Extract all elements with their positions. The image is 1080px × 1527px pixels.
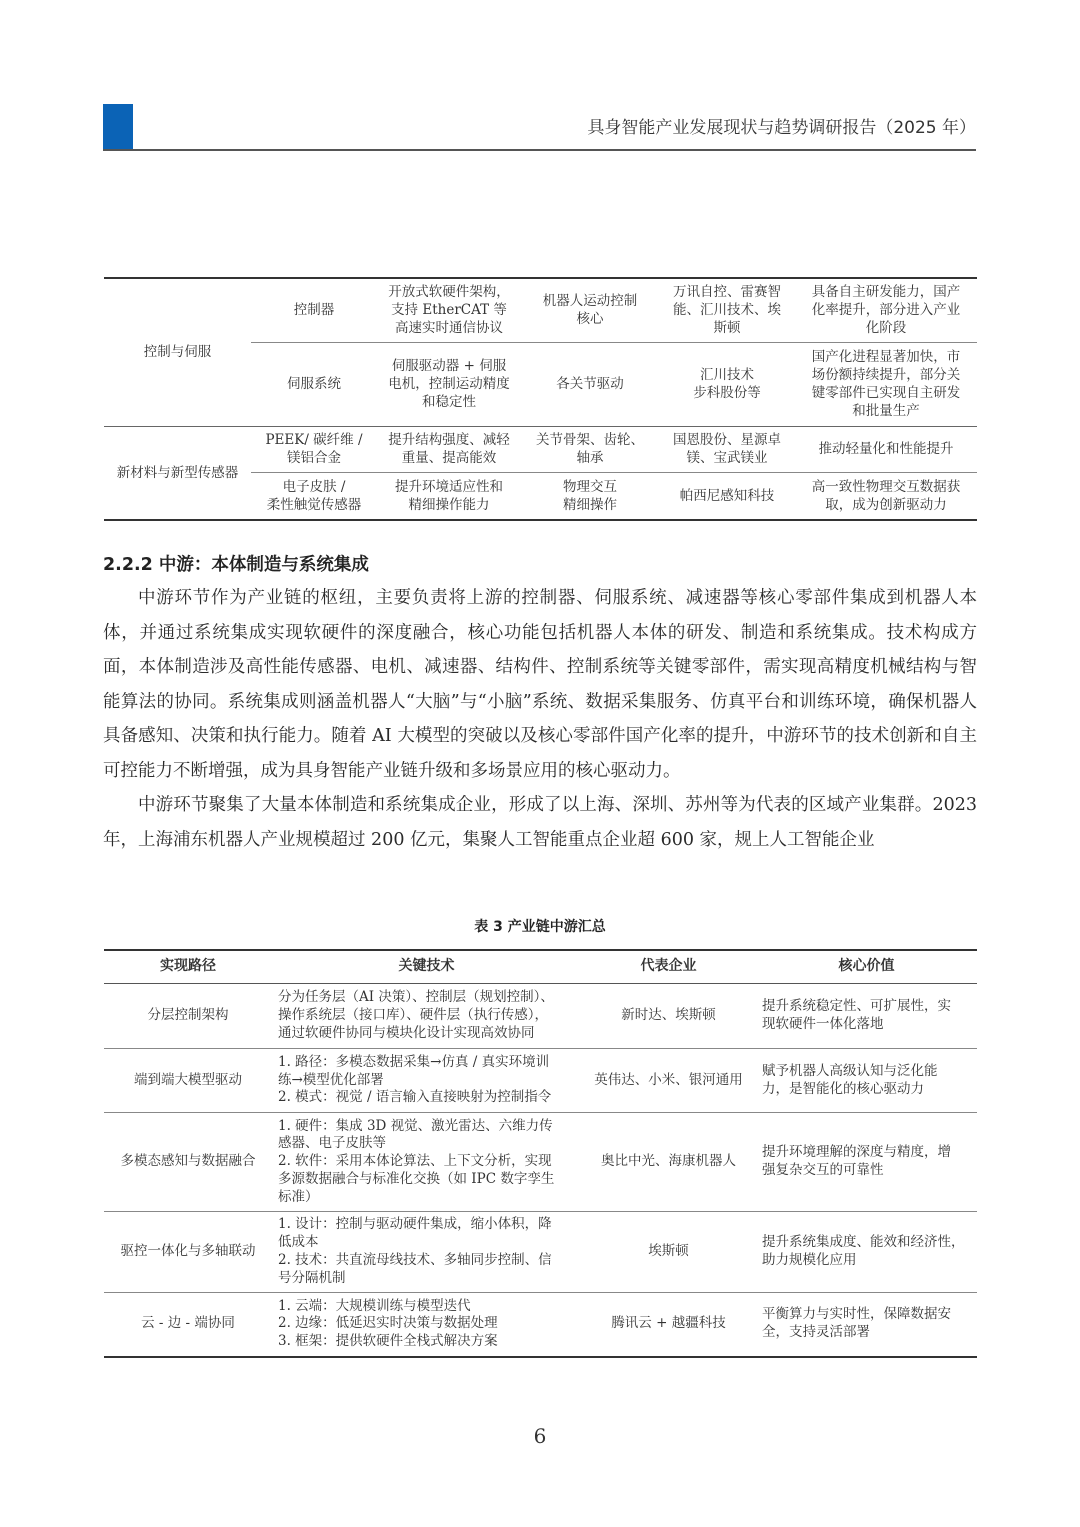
table-caption: 表 3 产业链中游汇总 xyxy=(474,919,606,935)
tech-cell: 1. 硬件：集成 3D 视觉、激光雷达、六维力传 感器、电子皮肤等 2. 软件：采用本体论算法、上下文分析，实现 多源数据融合与标准化交换（如 IPC 数字孪生 标准） xyxy=(272,1113,581,1212)
use-cell: 机器人运动控制 核心 xyxy=(542,293,638,328)
path-cell: 云 - 边 - 端协同 xyxy=(104,1293,272,1357)
column-header: 代表企业 xyxy=(581,950,756,984)
companies-cell: 国恩股份、星源卓 镁、宝武镁业 xyxy=(659,426,795,472)
tech-cell: 1. 云端：大规模训练与模型迭代 2. 边缘：低延迟实时决策与数据处理 3. 框架：提供软硬件全栈式解决方案 xyxy=(272,1293,581,1357)
table-row xyxy=(104,278,977,342)
upstream-table-continued xyxy=(104,277,977,521)
column-header: 实现路径 xyxy=(104,950,272,984)
path-cell: 端到端大模型驱动 xyxy=(104,1049,272,1113)
body-text xyxy=(103,581,977,857)
value-cell: 赋予机器人高级认知与泛化能 力，是智能化的核心驱动力 xyxy=(756,1049,977,1113)
value-cell: 提升系统集成度、能效和经济性， 助力规模化应用 xyxy=(756,1212,977,1293)
tech-cell: 伺服驱动器 + 伺服 电机，控制运动精度 和稳定性 xyxy=(377,342,521,426)
tech-cell: 提升结构强度、减轻 重量、提高能效 xyxy=(377,426,521,472)
companies-cell: 帕西尼感知科技 xyxy=(659,472,795,520)
tech-cell: 提升环境适应性和 精细操作能力 xyxy=(377,472,521,520)
category-cell: 控制与伺服 xyxy=(143,344,212,361)
companies-cell: 腾讯云 + 越疆科技 xyxy=(581,1293,756,1357)
use-cell: 各关节驱动 xyxy=(521,342,659,426)
component-cell: PEEK/ 碳纤维 / 镁铝合金 xyxy=(251,426,377,472)
table-row xyxy=(104,1049,977,1113)
component-cell: 伺服系统 xyxy=(251,342,377,426)
path-cell: 驱控一体化与多轴联动 xyxy=(104,1212,272,1293)
tech-cell: 1. 设计：控制与驱动硬件集成，缩小体积，降 低成本 2. 技术：共直流母线技术、多轴同步控制、信 号分隔机制 xyxy=(272,1212,581,1293)
companies-cell: 汇川技术 步科股份等 xyxy=(659,342,795,426)
page-number: 6 xyxy=(533,1424,547,1448)
path-cell: 多模态感知与数据融合 xyxy=(104,1113,272,1212)
table-row xyxy=(104,426,977,472)
companies-cell: 奥比中光、海康机器人 xyxy=(581,1113,756,1212)
column-header: 核心价值 xyxy=(756,950,977,984)
paragraph: 中游环节作为产业链的枢纽，主要负责将上游的控制器、伺服系统、减速器等核心零部件集成到机器人本体，并通过系统集成实现软硬件的深度融合，核心功能包括机器人本体的研发、制造和系统集成。技术构成方面，本体制造涉及高性能传感器、电机、减速器、结构件、控制系统等关键零部件，需实现高精度机械结构与智能算法的协同。系统集成则涵盖机器人“大脑”与“小脑”系统、数据采集服务、仿真平台和训练环境，确保机器人具备感知、决策和执行能力。随着 AI 大模型的突破以及核心零部件国产化率的提升，中游环节的技术创新和自主可控能力不断增强，成为具身智能产业链升级和多场景应用的核心驱动力。 xyxy=(103,588,977,781)
header-accent-bar xyxy=(103,104,133,150)
category-cell: 新材料与新型传感器 xyxy=(104,426,251,520)
companies-cell: 万讯自控、雷赛智 能、汇川技术、埃 斯顿 xyxy=(673,284,781,337)
status-cell: 具备自主研发能力，国产 化率提升，部分进入产业 化阶段 xyxy=(811,284,961,337)
status-cell: 推动轻量化和性能提升 xyxy=(795,426,977,472)
status-cell: 高一致性物理交互数据获 取，成为创新驱动力 xyxy=(795,472,977,520)
use-cell: 关节骨架、齿轮、 轴承 xyxy=(521,426,659,472)
tech-cell: 开放式软硬件架构， 支持 EtherCAT 等 高速实时通信协议 xyxy=(388,284,510,337)
header-rule xyxy=(103,149,976,151)
table-header-row xyxy=(104,950,977,984)
value-cell: 平衡算力与实时性，保障数据安 全，支持灵活部署 xyxy=(756,1293,977,1357)
status-cell: 国产化进程显著加快，市 场份额持续提升，部分关 键零部件已实现自主研发 和批量生产 xyxy=(795,342,977,426)
table-row xyxy=(104,984,977,1049)
header-title: 具身智能产业发展现状与趋势调研报告（2025 年） xyxy=(587,118,976,138)
component-cell: 控制器 xyxy=(293,302,335,319)
paragraph: 中游环节聚集了大量本体制造和系统集成企业，形成了以上海、深圳、苏州等为代表的区域产业集群。2023 年，上海浦东机器人产业规模超过 200 亿元，集聚人工智能重点企业超 600 家，规上人工智能企业 xyxy=(103,795,977,850)
section-heading: 2.2.2 中游：本体制造与系统集成 xyxy=(103,555,369,575)
companies-cell: 埃斯顿 xyxy=(581,1212,756,1293)
companies-cell: 英伟达、小米、银河通用 xyxy=(581,1049,756,1113)
use-cell: 物理交互 精细操作 xyxy=(521,472,659,520)
value-cell: 提升系统稳定性、可扩展性，实 现软硬件一体化落地 xyxy=(756,984,977,1049)
tech-cell: 1. 路径：多模态数据采集→仿真 / 真实环境训 练→模型优化部署 2. 模式：视觉 / 语言输入直接映射为控制指令 xyxy=(272,1049,581,1113)
midstream-summary-table xyxy=(104,949,977,1358)
column-header: 关键技术 xyxy=(272,950,581,984)
table-row xyxy=(104,1212,977,1293)
tech-cell: 分为任务层（AI 决策）、控制层（规划控制）、 操作系统层（接口库）、硬件层（执行传感）， 通过软硬件协同与模块化设计实现高效协同 xyxy=(272,984,581,1049)
table-row xyxy=(104,1293,977,1357)
table-row xyxy=(104,1113,977,1212)
component-cell: 电子皮肤 / 柔性触觉传感器 xyxy=(251,472,377,520)
value-cell: 提升环境理解的深度与精度，增 强复杂交互的可靠性 xyxy=(756,1113,977,1212)
companies-cell: 新时达、埃斯顿 xyxy=(581,984,756,1049)
path-cell: 分层控制架构 xyxy=(104,984,272,1049)
